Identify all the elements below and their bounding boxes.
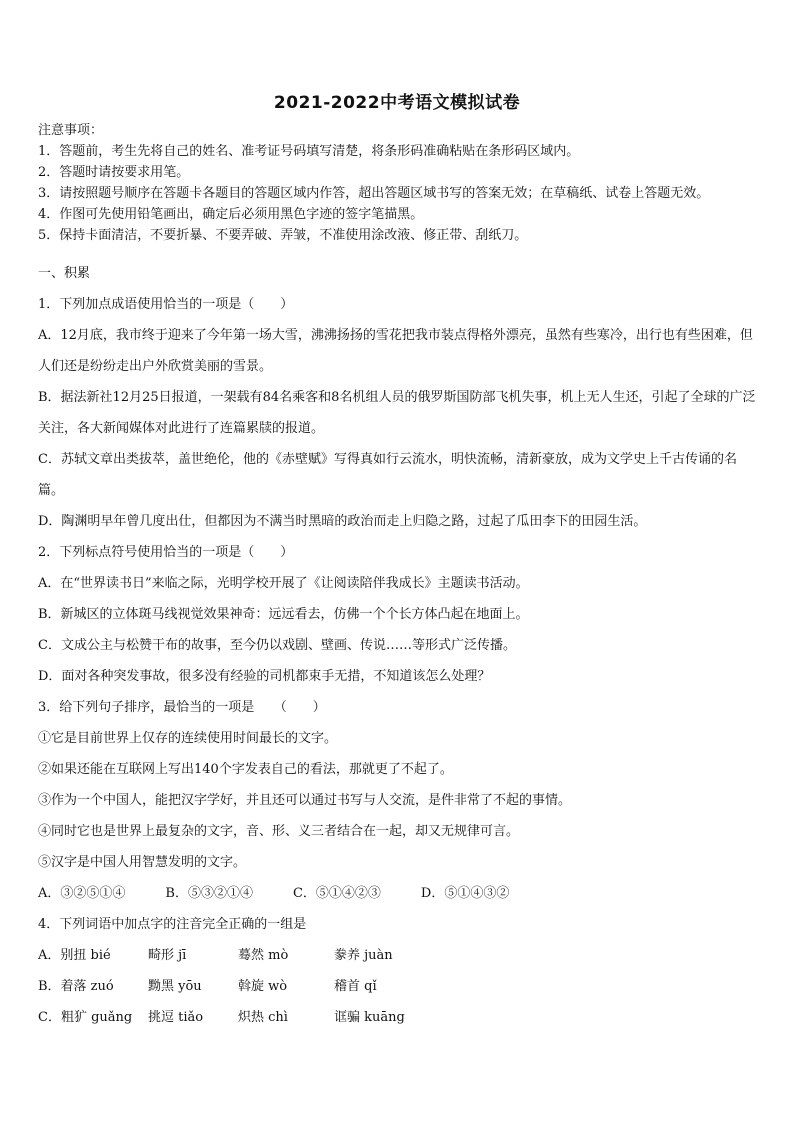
- question-3-option-c: C．⑤①④②③: [292, 886, 381, 901]
- word-item: A．别扭 bié: [38, 948, 111, 963]
- question-1-option-c: C．苏轼文章出类拔萃，盖世绝伦，他的《赤壁赋》写得真如行云流水，明快流畅，清新豪放，成为文学史上千古传诵的名篇。: [38, 452, 737, 498]
- page-title: 2021-2022中考语文模拟试卷: [273, 93, 521, 113]
- question-3-sentence-3: ③作为一个中国人，能把汉字学好，并且还可以通过书写与人交流，是件非常了不起的事情。: [38, 793, 572, 808]
- question-1-option-b: B．据法新社12月25日报道，一架载有84名乘客和8名机组人员的俄罗斯国防部飞机失事，机上无人生还，引起了全球的广泛关注，各大新闻媒体对此进行了连篇累牍的报道。: [38, 390, 756, 436]
- question-3-option-b: B．⑤③②①④: [165, 886, 253, 901]
- question-3-sentence-5: ⑤汉字是中国人用智慧发明的文字。: [38, 855, 247, 870]
- question-4-stem: 4．下列词语中加点字的注音完全正确的一组是: [38, 917, 307, 932]
- word-item: B．着落 zuó: [38, 979, 114, 994]
- notice-block: [38, 120, 768, 246]
- question-3-sentence-4: ④同时它也是世界上最复杂的文字，音、形、义三者结合在一起，却又无规律可言。: [38, 824, 520, 839]
- question-2-stem: 2．下列标点符号使用恰当的一项是（ ）: [38, 545, 294, 560]
- word-item: 畸形 jī: [148, 948, 187, 963]
- question-1-stem: 1．下列加点成语使用恰当的一项是（ ）: [38, 297, 294, 312]
- question-4-option-c: [38, 1002, 760, 1033]
- question-4-option-a: [38, 940, 760, 971]
- question-2-option-c: C．文成公主与松赞干布的故事，至今仍以戏剧、壁画、传说……等形式广泛传播。: [38, 638, 516, 653]
- question-3-option-d: D．⑤①④③②: [420, 886, 510, 901]
- word-item: 炽热 chì: [238, 1010, 288, 1025]
- word-item: C．粗犷 guǎng: [38, 1010, 133, 1025]
- section-heading: 一、积累: [38, 266, 91, 281]
- notice-item: 3．请按照题号顺序在答题卡各题目的答题区域内作答，超出答题区域书写的答案无效；在草稿纸、试卷上答题无效。: [38, 186, 710, 201]
- word-item: 稽首 qǐ: [334, 979, 377, 994]
- question-3-options: [38, 878, 760, 909]
- question-4-option-b: [38, 971, 760, 1002]
- word-item: 斡旋 wò: [238, 979, 288, 994]
- notice-item: 5．保持卡面清洁，不要折暴、不要弄破、弄皱，不准使用涂改液、修正带、刮纸刀。: [38, 228, 528, 243]
- word-item: 黝黑 yōu: [148, 979, 202, 994]
- notice-heading: 注意事项：: [38, 123, 104, 138]
- question-3-sentence-1: ①它是目前世界上仅存的连续使用时间最长的文字。: [38, 731, 338, 746]
- question-3-sentence-2: ②如果还能在互联网上写出140个字发表自己的看法，那就更了不起了。: [38, 762, 453, 777]
- question-1-option-a: A．12月底，我市终于迎来了今年第一场大雪，沸沸扬扬的雪花把我市装点得格外漂亮，虽然有些寒冷，出行也有些困难，但人们还是纷纷走出户外欣赏美丽的雪景。: [38, 328, 753, 374]
- question-1-option-d: D．陶渊明早年曾几度出仕，但都因为不满当时黑暗的政治而走上归隐之路，过起了瓜田李下的田园生活。: [38, 514, 647, 529]
- word-item: 诓骗 kuāng: [334, 1010, 405, 1025]
- question-3-option-a: A．③②⑤①④: [38, 886, 126, 901]
- notice-item: 2．答题时请按要求用笔。: [38, 165, 190, 180]
- question-2-option-a: A．在“世界读书日”来临之际，光明学校开展了《让阅读陪伴我成长》主题读书活动。: [38, 576, 529, 591]
- questions-block: [38, 263, 760, 1033]
- notice-item: 4．作图可先使用铅笔画出，确定后必须用黑色字迹的签字笔描黑。: [38, 207, 424, 222]
- word-item: 蓦然 mò: [238, 948, 289, 963]
- word-item: 豢养 juàn: [334, 948, 393, 963]
- word-item: 挑逗 tiǎo: [148, 1010, 204, 1025]
- question-2-option-d: D．面对各种突发事故，很多没有经验的司机都束手无措，不知道该怎么处理？: [38, 669, 491, 684]
- question-2-option-b: B．新城区的立体斑马线视觉效果神奇：远远看去，仿佛一个个长方体凸起在地面上。: [38, 607, 529, 622]
- notice-item: 1．答题前，考生先将自己的姓名、准考证号码填写清楚，将条形码准确粘贴在条形码区域内。: [38, 144, 580, 159]
- question-3-stem: 3．给下列句子排序，最恰当的一项是 （ ）: [38, 700, 326, 715]
